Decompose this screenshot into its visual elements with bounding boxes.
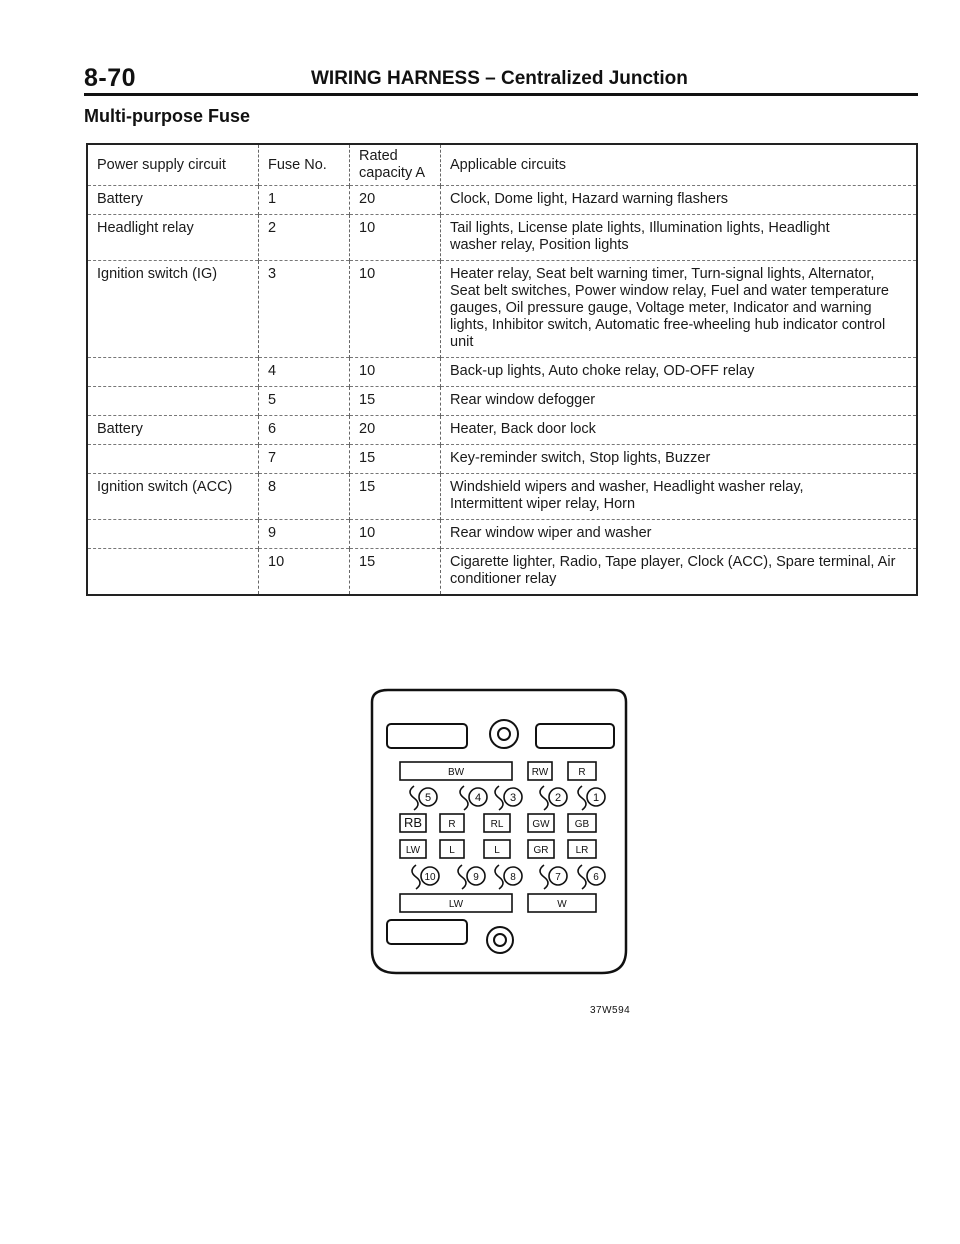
cell-fuse-no: 1 [259,186,350,215]
cell-applicable: Back-up lights, Auto choke relay, OD-OFF relay [441,358,918,387]
fuse-4-lead [460,786,468,810]
cell-applicable: Clock, Dome light, Hazard warning flashers [441,186,918,215]
fuse-7-label: 7 [555,872,561,883]
cell-circuit: Ignition switch (ACC) [97,479,233,495]
cell-fuse-no: 10 [259,549,350,596]
fuse-box-diagram [368,686,630,976]
fuse-10-label: 10 [424,872,436,883]
cell-applicable: Windshield wipers and washer, Headlight washer relay, Intermittent wiper relay, Horn [441,474,918,520]
cell-fuse-no: 8 [259,474,350,520]
cell-applicable: Rear window defogger [441,387,918,416]
table-row [87,474,917,520]
fuse-3-lead [495,786,503,810]
terminal-rb-label: RB [403,815,423,830]
cell-applicable: Rear window wiper and washer [441,520,918,549]
table-row [87,215,917,261]
cell-rating: 20 [350,416,441,445]
connector-rw-label: RW [531,767,549,778]
page-title: WIRING HARNESS – Centralized Junction [311,68,688,89]
page-header [84,64,918,94]
table-header-row [87,144,917,186]
upper-right-slot [536,724,614,748]
cell-fuse-no: 3 [259,261,350,358]
cell-rating: 10 [350,215,441,261]
fuse-8-lead [495,865,503,889]
rated-label-line2: capacity A [359,165,426,181]
fuse-5-label: 5 [424,792,432,804]
fuse-4-label: 4 [474,792,482,804]
fuse-9-label: 9 [473,872,479,883]
rated-label-line1: Rated [359,148,398,164]
terminal-l-1-label: L [449,845,455,856]
fuse-5-lead [410,786,418,810]
fuse-6-label: 6 [593,872,599,883]
cell-rating: 10 [350,261,441,358]
cell-fuse-no: 7 [259,445,350,474]
header-rule [84,93,918,96]
table-row [87,387,917,416]
table-row [87,261,917,358]
page-number: 8-70 [84,64,137,92]
cell-rating: 10 [350,358,441,387]
cell-circuit [87,549,259,596]
cell-applicable: Tail lights, License plate lights, Illumination lights, Headlight washer relay, Position lights [441,215,918,261]
cell-fuse-no: 2 [259,215,350,261]
connector-w-label: W [557,899,567,910]
cell-applicable: Heater relay, Seat belt warning timer, Turn-signal lights, Alternator, Seat belt switches, Power window relay, Fuel and water temperature gauges, Oil pressure gauge, Voltage meter, Indicator and warning lights, Inhibitor switch, Automatic free-wheeling hub indicator control unit [441,261,918,358]
table-row [87,520,917,549]
cell-circuit [87,387,259,416]
upper-screw-icon [490,720,518,748]
table-row [87,445,917,474]
fuse-1-lead [578,786,586,810]
terminal-rl-label: RL [490,819,504,830]
table-row [87,549,917,596]
cell-fuse-no: 4 [259,358,350,387]
cell-circuit: Ignition switch (IG) [97,266,218,282]
fuse-7-lead [540,865,548,889]
cell-circuit [87,358,259,387]
fuse-2-label: 2 [554,792,562,804]
cell-rating: 15 [350,387,441,416]
fuse-table [86,143,918,596]
upper-screw-hole-icon [498,728,510,740]
fuse-10-lead [412,865,420,889]
column-header-rated-capacity [350,144,441,186]
cell-applicable: Key-reminder switch, Stop lights, Buzzer [441,445,918,474]
fuse-1-label: 1 [592,792,600,804]
table-row [87,358,917,387]
cell-fuse-no: 6 [259,416,350,445]
terminal-l-2-label: L [494,845,500,856]
fuse-6-lead [578,865,586,889]
column-header-circuit: Power supply circuit [97,156,226,173]
connector-bw-label: BW [447,767,465,778]
column-header-applicable: Applicable circuits [441,144,918,186]
cell-rating: 15 [350,474,441,520]
lower-screw-icon [487,927,513,953]
connector-r-label: R [578,767,586,778]
cell-rating: 15 [350,445,441,474]
figure-id: 37W594 [590,1005,631,1016]
cell-circuit: Headlight relay [97,220,194,236]
cell-circuit: Battery [97,191,143,207]
cell-rating: 20 [350,186,441,215]
cell-fuse-no: 9 [259,520,350,549]
fuse-8-label: 8 [510,872,516,883]
fuse-3-label: 3 [509,792,517,804]
lower-slot [387,920,467,944]
upper-left-slot [387,724,467,748]
connector-lw-label: LW [448,899,464,910]
terminal-gw-label: GW [532,819,550,830]
terminal-gr-label: GR [533,845,549,856]
terminal-lr-label: LR [575,845,589,856]
cell-circuit: Battery [97,421,143,437]
column-header-fuse-no: Fuse No. [259,144,350,186]
table-row [87,416,917,445]
cell-applicable: Heater, Back door lock [441,416,918,445]
terminal-gb-label: GB [574,819,590,830]
cell-circuit [87,520,259,549]
cell-applicable: Cigarette lighter, Radio, Tape player, Clock (ACC), Spare terminal, Air conditioner relay [441,549,918,596]
cell-fuse-no: 5 [259,387,350,416]
cell-rating: 10 [350,520,441,549]
terminal-r-label: R [448,819,456,830]
fuse-2-lead [540,786,548,810]
lower-screw-hole-icon [494,934,506,946]
terminal-lw-label: LW [405,845,421,856]
fuse-9-lead [458,865,466,889]
cell-rating: 15 [350,549,441,596]
section-title: Multi-purpose Fuse [84,106,250,126]
table-row [87,186,917,215]
cell-circuit [87,445,259,474]
